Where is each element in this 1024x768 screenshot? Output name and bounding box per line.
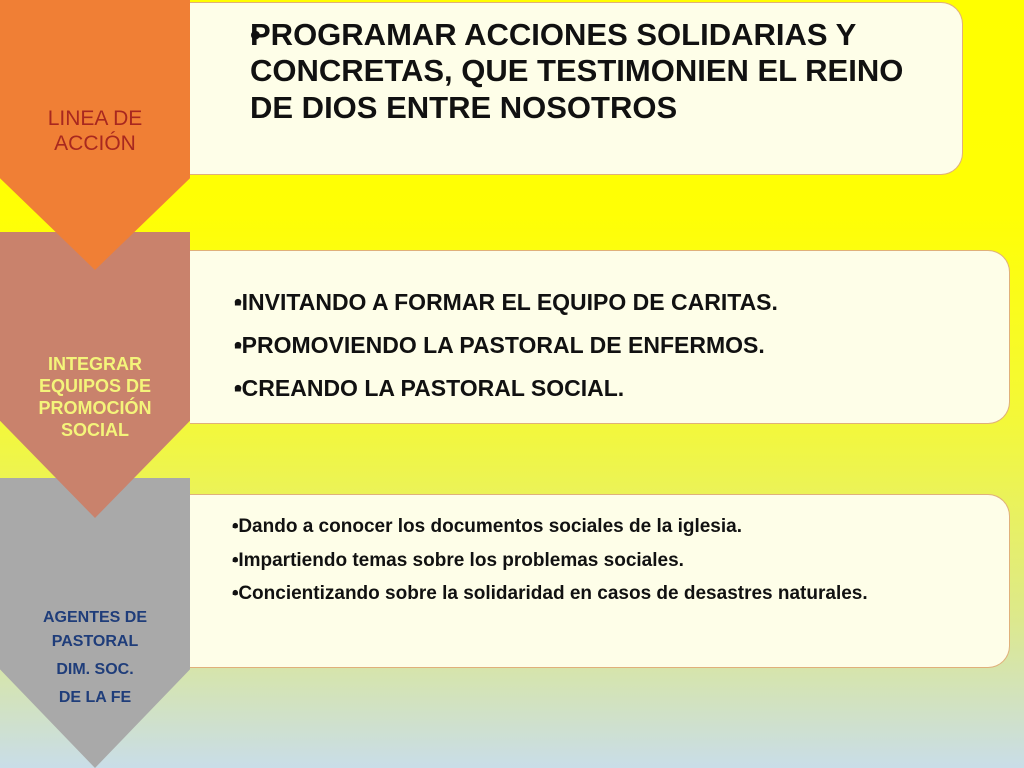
- label-line: DE LA FE: [58, 689, 132, 706]
- chevron-label-step-3: [0, 606, 190, 710]
- label-line: LINEA DE: [47, 107, 143, 130]
- bullet-list: [212, 281, 989, 410]
- label-line: ACCIÓN: [54, 132, 136, 156]
- bullet-list: [210, 515, 949, 607]
- label-line: PASTORAL: [51, 633, 139, 650]
- bullet-item: • -PROMOVIENDO LA PASTORAL DE ENFERMOS.: [212, 324, 989, 367]
- content-panel-step-2: [190, 250, 1010, 424]
- bullet-item: • -CREANDO LA PASTORAL SOCIAL.: [212, 367, 989, 410]
- label-line: EQUIPOS DE: [38, 375, 152, 396]
- bullet-item: • -Impartiendo temas sobre los problemas sociales.: [210, 549, 949, 574]
- bullet-item: • -Concientizando sobre la solidaridad en casos de desastres naturales.: [210, 582, 949, 607]
- label-line: AGENTES DE: [42, 609, 147, 626]
- bullet-item: • -Dando a conocer los documentos sociales de la iglesia.: [210, 515, 949, 540]
- content-panel-step-3: [190, 494, 1010, 668]
- label-line: SOCIAL: [60, 419, 129, 440]
- bullet-list: [228, 17, 942, 126]
- label-line: PROMOCIÓN: [38, 397, 152, 418]
- chevron-label-step-1: [0, 106, 190, 156]
- bullet-item: • -INVITANDO A FORMAR EL EQUIPO DE CARITAS.: [212, 281, 989, 324]
- chevron-label-step-2: [0, 354, 190, 442]
- bullet-item: • PROGRAMAR ACCIONES SOLIDARIAS Y CONCRETAS, QUE TESTIMONIEN EL REINO DE DIOS ENTRE NOSOTROS: [228, 17, 942, 126]
- label-line: DIM. SOC.: [56, 661, 134, 678]
- label-line: INTEGRAR: [48, 354, 142, 374]
- content-panel-step-1: [190, 2, 963, 175]
